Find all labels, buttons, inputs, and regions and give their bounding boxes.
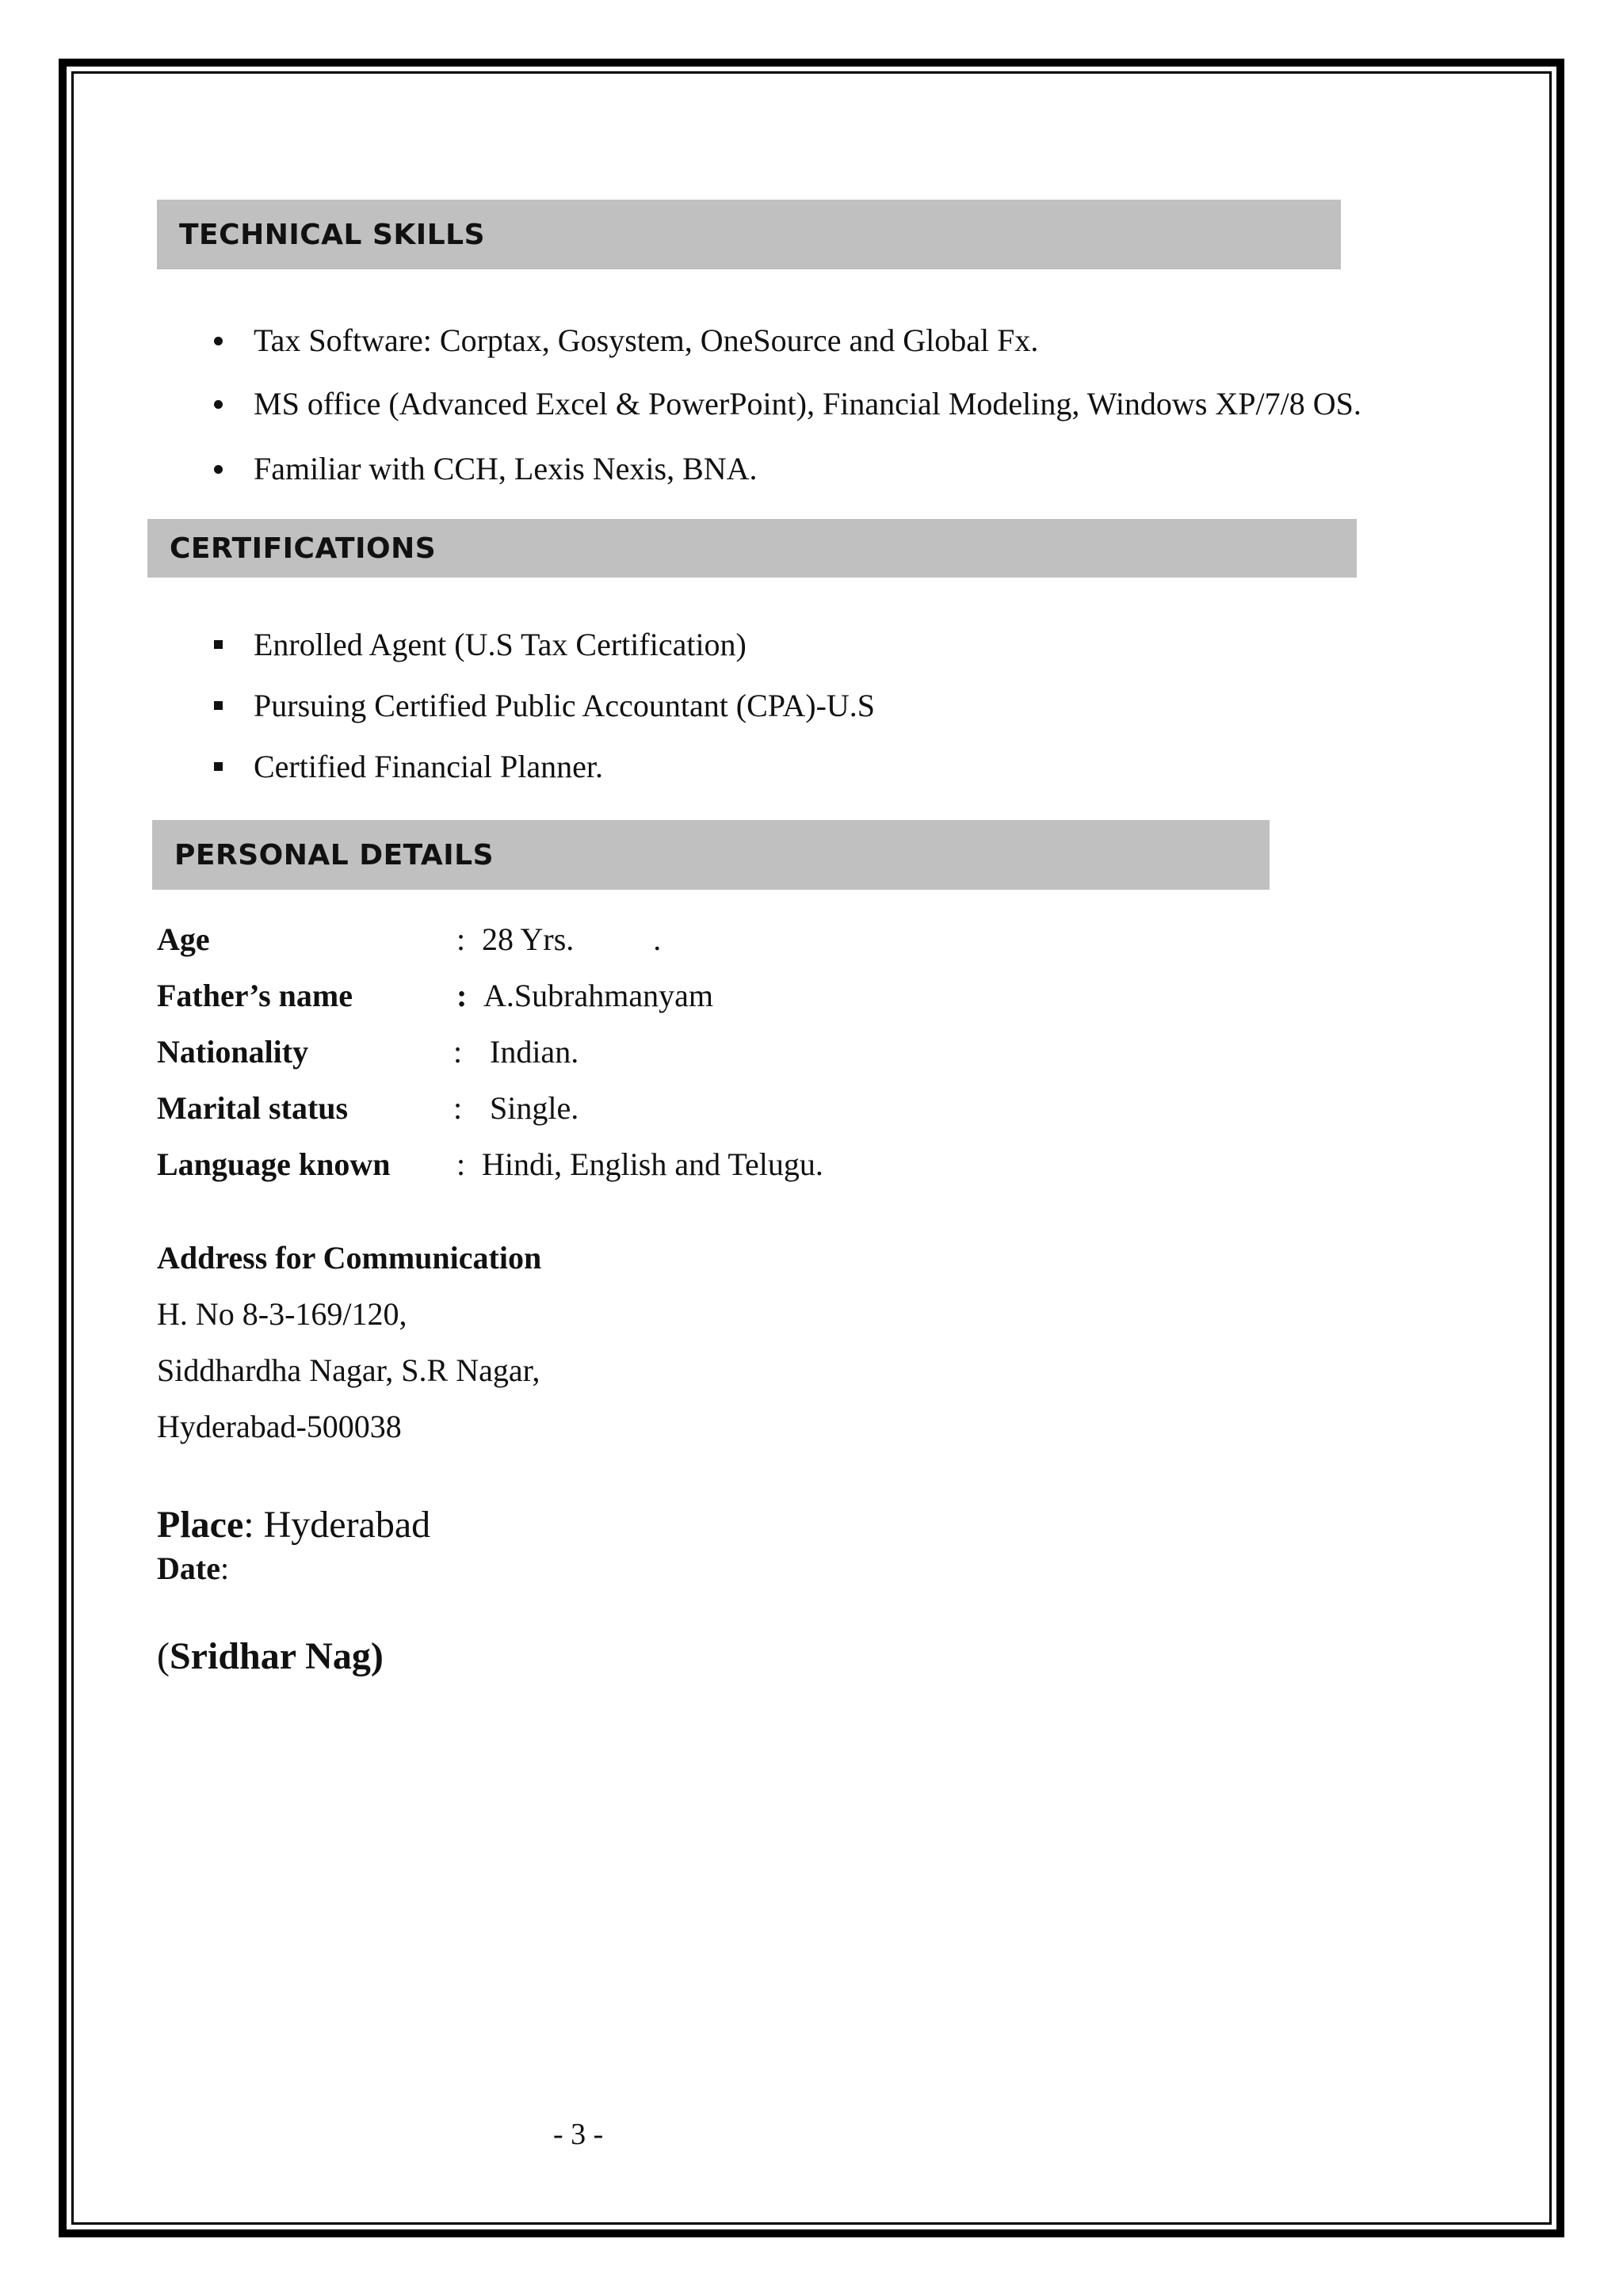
technical-skills-list — [254, 322, 1361, 486]
signature-line — [157, 1635, 384, 1678]
address-line: H. No 8-3-169/120, — [157, 1296, 407, 1332]
bullet-icon — [214, 465, 223, 474]
list-item: Enrolled Agent (U.S Tax Certification) — [254, 629, 875, 690]
detail-value: A.Subrahmanyam — [483, 978, 713, 1013]
bullet-icon — [214, 701, 223, 710]
signature-open-paren: ( — [157, 1635, 170, 1677]
technical-skills-header — [157, 200, 1341, 269]
list-item: Certified Financial Planner. — [254, 751, 875, 783]
detail-colon: : — [456, 978, 468, 1013]
detail-value: Hindi, English and Telugu. — [482, 1146, 823, 1182]
signature-name: Sridhar Nag) — [169, 1635, 384, 1677]
detail-colon: : — [456, 921, 466, 957]
place-label: Place — [157, 1504, 244, 1546]
detail-colon: : — [453, 1034, 463, 1070]
list-item: Tax Software: Corptax, Gosystem, OneSource and Global Fx. — [254, 325, 1361, 388]
detail-value: Indian. — [482, 1034, 579, 1070]
bullet-icon — [214, 762, 223, 771]
technical-skills-title: TECHNICAL SKILLS — [179, 218, 485, 251]
page-number: - 3 - — [553, 2118, 604, 2151]
list-item: Familiar with CCH, Lexis Nexis, BNA. — [254, 453, 1361, 485]
personal-details-title: PERSONAL DETAILS — [174, 838, 495, 871]
bullet-icon — [214, 400, 223, 409]
address-heading: Address for Communication — [157, 1240, 542, 1276]
list-item: Pursuing Certified Public Accountant (CPA)-U.S — [254, 690, 875, 751]
detail-label: Language known — [157, 1146, 391, 1182]
detail-colon: : — [453, 1090, 463, 1126]
bullet-icon — [214, 337, 223, 345]
certifications-title: CERTIFICATIONS — [170, 532, 437, 565]
certifications-list — [254, 629, 875, 783]
address-line: Siddhardha Nagar, S.R Nagar, — [157, 1352, 540, 1388]
address-line: Hyderabad-500038 — [157, 1409, 402, 1444]
certifications-header — [147, 519, 1357, 578]
personal-details-header — [152, 820, 1270, 890]
date-line — [157, 1551, 229, 1586]
place-value: : Hyderabad — [243, 1504, 431, 1546]
detail-label: Age — [157, 921, 210, 957]
bullet-icon — [214, 640, 223, 649]
detail-label: Nationality — [157, 1034, 309, 1070]
detail-value: Single. — [482, 1090, 579, 1126]
list-item: MS office (Advanced Excel & PowerPoint), Financial Modeling, Windows XP/7/8 OS. — [254, 388, 1361, 453]
place-line — [157, 1504, 430, 1547]
detail-label: Father’s name — [157, 978, 353, 1013]
date-value: : — [220, 1550, 230, 1586]
detail-value: 28 Yrs. . — [482, 921, 662, 957]
date-label: Date — [157, 1550, 220, 1586]
detail-label: Marital status — [157, 1090, 349, 1126]
detail-colon: : — [456, 1146, 466, 1182]
